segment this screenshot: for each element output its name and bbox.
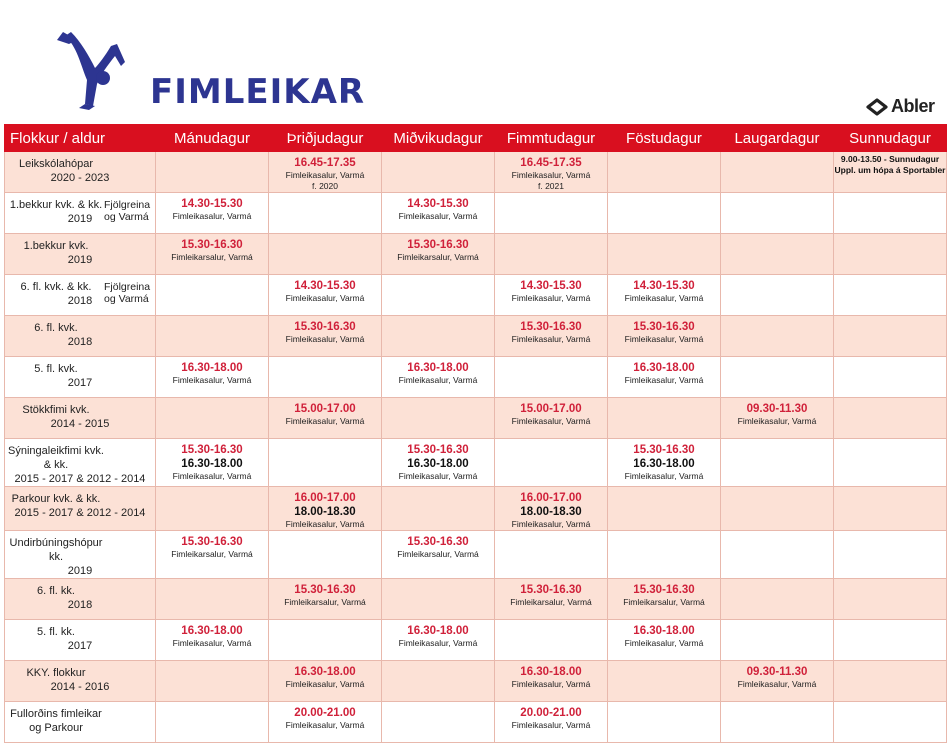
schedule-cell <box>156 531 269 579</box>
group-cell <box>5 439 156 487</box>
sunday-note: 9.00-13.50 - Sunnudagur Uppl. um hópa á Sportabler <box>834 154 946 175</box>
schedule-cell <box>382 439 495 487</box>
group-name: 5. fl. kk. <box>37 626 75 638</box>
schedule-cell <box>834 193 947 234</box>
group-name: Parkour kvk. & kk. <box>11 493 101 505</box>
session-time: 16.30-18.00 <box>407 362 469 374</box>
schedule-cell <box>495 193 608 234</box>
session-time: 16.00-17.00 <box>294 492 356 504</box>
session-time: 15.30-16.30 <box>407 536 469 548</box>
table-row <box>5 620 947 661</box>
schedule-cell <box>269 487 382 531</box>
schedule-cell <box>495 579 608 620</box>
session-location: Fimleikasalur, Varmá <box>398 638 478 648</box>
schedule-cell <box>834 531 947 579</box>
group-year: 2020 - 2023 <box>50 172 110 184</box>
session-time: 15.30-16.30 <box>520 584 582 596</box>
schedule-cell <box>834 579 947 620</box>
group-year: 2015 - 2017 & 2012 - 2014 <box>14 473 146 485</box>
session-location: Fimleikasalur, Varmá <box>285 679 365 689</box>
schedule-cell <box>721 620 834 661</box>
session-time: 16.30-18.00 <box>181 625 243 637</box>
session-time-secondary: 16.30-18.00 <box>633 458 695 470</box>
schedule-cell <box>269 398 382 439</box>
schedule-cell <box>721 439 834 487</box>
schedule-cell <box>269 193 382 234</box>
schedule-cell <box>495 357 608 398</box>
schedule-cell <box>495 702 608 743</box>
session-time: 14.30-15.30 <box>294 280 356 292</box>
session-location: Fimleikarsalur, Varmá <box>171 252 253 262</box>
schedule-cell <box>269 275 382 316</box>
schedule-cell <box>495 487 608 531</box>
schedule-cell <box>269 234 382 275</box>
session-time: 14.30-15.30 <box>181 198 243 210</box>
schedule-cell <box>721 193 834 234</box>
schedule-cell <box>269 531 382 579</box>
table-row <box>5 702 947 743</box>
session-location: Fimleikasalur, Varmá <box>511 170 591 180</box>
session-location: Fimleikasalur, Varmá <box>624 293 704 303</box>
group-name: Undirbúningshópur kk. <box>9 537 103 563</box>
schedule-cell <box>834 661 947 702</box>
session-time: 15.30-16.30 <box>294 321 356 333</box>
schedule-cell <box>721 275 834 316</box>
session-time: 16.30-18.00 <box>181 362 243 374</box>
session-location: Fimleikarsalur, Varmá <box>284 597 366 607</box>
session-time: 15.30-16.30 <box>633 444 695 456</box>
group-cell <box>5 487 156 531</box>
schedule-cell <box>156 275 269 316</box>
session-location: Fimleikasalur, Varmá <box>285 170 365 180</box>
schedule-cell <box>608 661 721 702</box>
schedule-cell <box>834 152 947 193</box>
schedule-cell <box>495 152 608 193</box>
column-header: Flokkur / aldur <box>5 125 156 152</box>
session-time: 14.30-15.30 <box>633 280 695 292</box>
session-time: 16.45-17.35 <box>520 157 582 169</box>
session-time: 16.45-17.35 <box>294 157 356 169</box>
group-cell <box>5 275 156 316</box>
group-year: 2019 <box>67 254 93 266</box>
group-cell <box>5 152 156 193</box>
session-location: Fimleikasalur, Varmá <box>511 519 591 529</box>
schedule-cell <box>495 275 608 316</box>
schedule-cell <box>495 620 608 661</box>
group-cell <box>5 316 156 357</box>
session-time: 15.00-17.00 <box>294 403 356 415</box>
schedule-cell <box>834 275 947 316</box>
group-note: Fjölgreina og Varmá <box>104 199 151 223</box>
session-time: 15.00-17.00 <box>520 403 582 415</box>
column-header: Sunnudagur <box>834 125 947 152</box>
schedule-cell <box>721 579 834 620</box>
session-time: 09.30-11.30 <box>746 666 808 678</box>
table-row <box>5 316 947 357</box>
group-name: KKY. flokkur <box>26 667 86 679</box>
group-cell <box>5 579 156 620</box>
table-header-row <box>5 125 947 152</box>
group-name: 1.bekkur kvk. <box>23 240 89 252</box>
group-year: 2015 - 2017 & 2012 - 2014 <box>14 507 146 519</box>
schedule-cell <box>608 487 721 531</box>
schedule-cell <box>834 357 947 398</box>
page-header <box>0 0 950 124</box>
group-name: Stökkfimi kvk. <box>22 404 90 416</box>
schedule-cell <box>269 439 382 487</box>
group-year: 2014 - 2015 <box>50 418 110 430</box>
schedule-cell <box>269 316 382 357</box>
schedule-cell <box>608 439 721 487</box>
group-name: Leikskólahópar <box>19 158 93 170</box>
session-time: 14.30-15.30 <box>520 280 582 292</box>
schedule-table <box>4 124 947 743</box>
schedule-cell <box>382 193 495 234</box>
table-row <box>5 439 947 487</box>
group-year: 2018 <box>67 295 93 307</box>
session-location: Fimleikasalur, Varmá <box>624 334 704 344</box>
table-row <box>5 487 947 531</box>
table-row <box>5 661 947 702</box>
table-row <box>5 152 947 193</box>
group-name: 1.bekkur kvk. & kk. <box>9 199 103 211</box>
session-time: 15.30-16.30 <box>407 239 469 251</box>
session-location: Fimleikasalur, Varmá <box>285 720 365 730</box>
group-year: 2017 <box>67 640 93 652</box>
schedule-cell <box>721 661 834 702</box>
session-time: 16.00-17.00 <box>520 492 582 504</box>
schedule-cell <box>156 193 269 234</box>
schedule-body <box>5 152 947 743</box>
group-year: 2014 - 2016 <box>50 681 110 693</box>
schedule-cell <box>608 398 721 439</box>
session-location: Fimleikarsalur, Varmá <box>397 252 479 262</box>
schedule-cell <box>156 398 269 439</box>
schedule-cell <box>608 316 721 357</box>
table-row <box>5 398 947 439</box>
session-location: Fimleikasalur, Varmá <box>624 638 704 648</box>
session-time: 15.30-16.30 <box>181 239 243 251</box>
schedule-cell <box>382 398 495 439</box>
session-time: 20.00-21.00 <box>294 707 356 719</box>
schedule-cell <box>269 661 382 702</box>
group-year: 2017 <box>67 377 93 389</box>
schedule-cell <box>156 357 269 398</box>
session-location: Fimleikasalur, Varmá <box>285 293 365 303</box>
schedule-cell <box>608 579 721 620</box>
schedule-cell <box>269 702 382 743</box>
group-name: 6. fl. kk. <box>37 585 75 597</box>
schedule-cell <box>269 620 382 661</box>
column-header: Fimmtudagur <box>495 125 608 152</box>
session-time: 15.30-16.30 <box>633 321 695 333</box>
session-time: 15.30-16.30 <box>181 444 243 456</box>
schedule-cell <box>495 531 608 579</box>
group-cell <box>5 193 156 234</box>
group-year: 2018 <box>67 336 93 348</box>
session-location: Fimleikarsalur, Varmá <box>397 549 479 559</box>
schedule-cell <box>834 234 947 275</box>
column-header: Laugardagur <box>721 125 834 152</box>
session-location: Fimleikasalur, Varmá <box>398 471 478 481</box>
schedule-cell <box>834 398 947 439</box>
schedule-cell <box>834 316 947 357</box>
session-time: 09.30-11.30 <box>746 403 808 415</box>
schedule-cell <box>495 439 608 487</box>
session-location: Fimleikasalur, Varmá <box>511 720 591 730</box>
column-header: Mánudagur <box>156 125 269 152</box>
schedule-cell <box>156 661 269 702</box>
session-time: 14.30-15.30 <box>407 198 469 210</box>
session-location: Fimleikasalur, Varmá <box>737 679 817 689</box>
session-time: 15.30-16.30 <box>407 444 469 456</box>
session-time: 16.30-18.00 <box>633 362 695 374</box>
schedule-cell <box>608 620 721 661</box>
column-header: Þriðjudagur <box>269 125 382 152</box>
schedule-cell <box>382 316 495 357</box>
session-time: 16.30-18.00 <box>633 625 695 637</box>
group-cell <box>5 357 156 398</box>
schedule-cell <box>721 357 834 398</box>
session-location: Fimleikasalur, Varmá <box>172 638 252 648</box>
session-location: Fimleikasalur, Varmá <box>737 416 817 426</box>
session-location: Fimleikarsalur, Varmá <box>171 549 253 559</box>
schedule-cell <box>721 316 834 357</box>
session-location: Fimleikasalur, Varmá <box>172 211 252 221</box>
session-time: 15.30-16.30 <box>520 321 582 333</box>
session-location: Fimleikasalur, Varmá <box>511 334 591 344</box>
group-name: 5. fl. kvk. <box>34 363 78 375</box>
group-name: Fullorðins fimleikar og Parkour <box>10 708 102 734</box>
session-location: Fimleikasalur, Varmá <box>398 375 478 385</box>
session-time: 16.30-18.00 <box>520 666 582 678</box>
session-location: Fimleikasalur, Varmá <box>624 375 704 385</box>
schedule-cell <box>495 398 608 439</box>
group-name: Sýningaleikfimi kvk. & kk. <box>8 445 104 471</box>
session-location: Fimleikasalur, Varmá <box>172 471 252 481</box>
session-location: Fimleikasalur, Varmá <box>285 416 365 426</box>
column-header: Miðvikudagur <box>382 125 495 152</box>
page-title: FIMLEIKAR <box>150 72 366 112</box>
session-time: 16.30-18.00 <box>294 666 356 678</box>
session-location: Fimleikasalur, Varmá <box>172 375 252 385</box>
schedule-cell <box>382 275 495 316</box>
schedule-cell <box>834 620 947 661</box>
abler-text: Abler <box>891 96 935 116</box>
schedule-cell <box>495 234 608 275</box>
session-location: Fimleikasalur, Varmá <box>398 211 478 221</box>
abler-icon <box>866 98 888 116</box>
group-cell <box>5 620 156 661</box>
group-cell <box>5 661 156 702</box>
session-time-secondary: 16.30-18.00 <box>181 458 243 470</box>
schedule-cell <box>721 152 834 193</box>
schedule-cell <box>608 193 721 234</box>
table-row <box>5 275 947 316</box>
table-row <box>5 579 947 620</box>
schedule-cell <box>834 487 947 531</box>
table-row <box>5 193 947 234</box>
schedule-cell <box>608 152 721 193</box>
schedule-cell <box>608 702 721 743</box>
session-location: Fimleikasalur, Varmá <box>511 679 591 689</box>
schedule-cell <box>721 487 834 531</box>
schedule-cell <box>156 620 269 661</box>
schedule-cell <box>495 661 608 702</box>
group-cell <box>5 398 156 439</box>
schedule-cell <box>156 152 269 193</box>
schedule-cell <box>382 702 495 743</box>
schedule-cell <box>156 579 269 620</box>
table-row <box>5 531 947 579</box>
schedule-cell <box>269 357 382 398</box>
table-row <box>5 357 947 398</box>
session-location: Fimleikarsalur, Varmá <box>510 597 592 607</box>
session-time-secondary: 16.30-18.00 <box>407 458 469 470</box>
session-note: f. 2021 <box>538 181 564 191</box>
schedule-cell <box>721 234 834 275</box>
schedule-cell <box>608 531 721 579</box>
schedule-cell <box>269 152 382 193</box>
group-cell <box>5 531 156 579</box>
session-time-secondary: 18.00-18.30 <box>520 506 582 518</box>
session-location: Fimleikasalur, Varmá <box>624 471 704 481</box>
schedule-cell <box>495 316 608 357</box>
session-location: Fimleikasalur, Varmá <box>285 334 365 344</box>
session-time: 20.00-21.00 <box>520 707 582 719</box>
schedule-cell <box>269 579 382 620</box>
group-year: 2019 <box>67 565 93 577</box>
session-time: 15.30-16.30 <box>181 536 243 548</box>
schedule-cell <box>382 531 495 579</box>
schedule-cell <box>382 234 495 275</box>
schedule-cell <box>608 357 721 398</box>
schedule-cell <box>156 234 269 275</box>
schedule-cell <box>382 661 495 702</box>
group-year: 2018 <box>67 599 93 611</box>
schedule-cell <box>382 487 495 531</box>
session-time: 16.30-18.00 <box>407 625 469 637</box>
gymnast-icon <box>55 26 125 110</box>
group-name: 6. fl. kvk. <box>34 322 78 334</box>
schedule-cell <box>382 152 495 193</box>
session-location: Fimleikasalur, Varmá <box>285 519 365 529</box>
schedule-cell <box>608 275 721 316</box>
schedule-cell <box>721 531 834 579</box>
table-row <box>5 234 947 275</box>
session-time: 15.30-16.30 <box>294 584 356 596</box>
group-note: Fjölgreina og Varmá <box>104 281 151 305</box>
session-time: 15.30-16.30 <box>633 584 695 596</box>
session-time-secondary: 18.00-18.30 <box>294 506 356 518</box>
schedule-cell <box>721 702 834 743</box>
schedule-cell <box>382 620 495 661</box>
column-header: Föstudagur <box>608 125 721 152</box>
group-year: 2019 <box>67 213 93 225</box>
schedule-cell <box>156 439 269 487</box>
schedule-cell <box>156 702 269 743</box>
abler-logo <box>866 96 935 117</box>
group-cell <box>5 702 156 743</box>
schedule-cell <box>834 702 947 743</box>
schedule-cell <box>382 579 495 620</box>
schedule-cell <box>156 487 269 531</box>
group-cell <box>5 234 156 275</box>
schedule-cell <box>608 234 721 275</box>
schedule-cell <box>156 316 269 357</box>
group-name: 6. fl. kvk. & kk. <box>20 281 92 293</box>
schedule-cell <box>834 439 947 487</box>
session-location: Fimleikasalur, Varmá <box>511 293 591 303</box>
schedule-cell <box>382 357 495 398</box>
session-location: Fimleikasalur, Varmá <box>511 416 591 426</box>
session-note: f. 2020 <box>312 181 338 191</box>
session-location: Fimleikarsalur, Varmá <box>623 597 705 607</box>
schedule-cell <box>721 398 834 439</box>
